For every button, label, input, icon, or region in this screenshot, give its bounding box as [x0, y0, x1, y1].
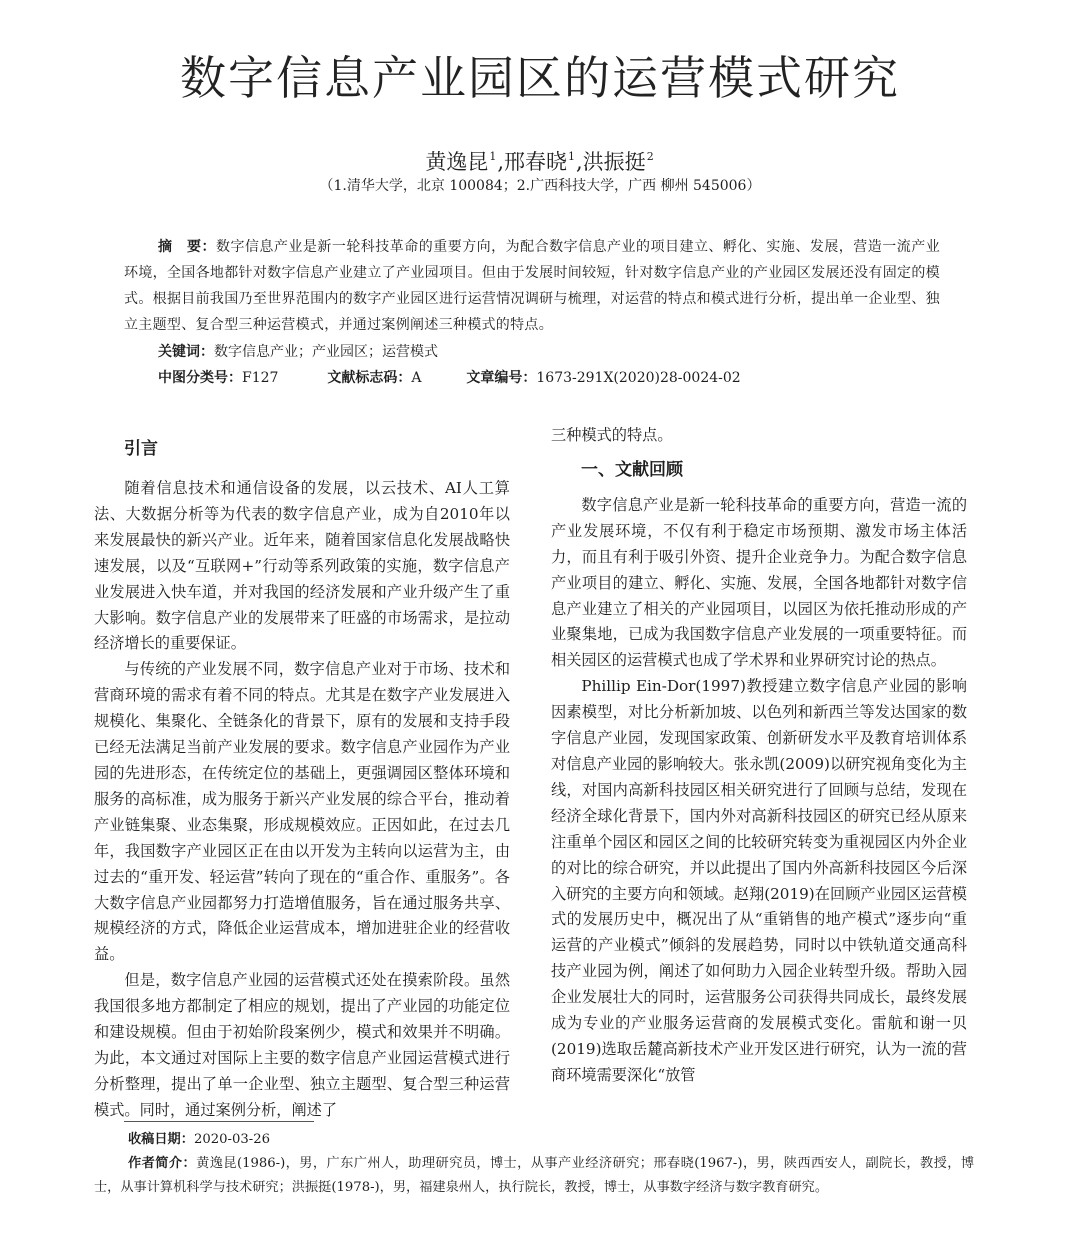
abstract [124, 234, 940, 338]
author-name: 黄逸昆 [425, 150, 489, 174]
paragraph: 与传统的产业发展不同，数字信息产业对于市场、技术和营商环境的需求有着不同的特点。尤其是在数字产业发展进入规模化、集聚化、全链条化的背景下，原有的发展和支持手段已经无法满足当前产业发展的要求。数字信息产业园作为产业园的先进形态，在传统定位的基础上，更强调园区整体环境和服务的高标准，成为服务于新兴产业发展的综合平台，推动着产业链集聚、业态集聚，形成规模效应。正因如此，在过去几年，我国数字产业园区正在由以开发为主转向以运营为主，由过去的“重开发、轻运营”转向了现在的“重合作、重服务”。各大数字信息产业园都努力打造增值服务，旨在通过服务共享、规模经济的方式，降低企业运营成本，增加进驻企业的经营收益。 [94, 660, 510, 964]
section-heading-introduction: 引言 [124, 439, 158, 459]
clc-value: F127 [242, 370, 279, 386]
abstract-label: 摘 要： [158, 239, 216, 255]
affiliation-marker: 1 [489, 150, 497, 163]
doc-code-label: 文献标志码： [327, 370, 412, 386]
author-bio [94, 1152, 974, 1200]
article-number-value: 1673-291X(2020)28-0024-02 [536, 370, 741, 386]
classification-line [158, 367, 741, 389]
paper-title: 数字信息产业园区的运营模式研究 [180, 51, 900, 105]
clc-label: 中图分类号： [158, 370, 242, 386]
article-number-label: 文章编号： [466, 370, 537, 386]
author-list: 黄逸昆$^1$,邢春晓$^1$,洪振挺$^2$ [425, 150, 654, 174]
author-bio-text: 黄逸昆(1986-)，男，广东广州人，助理研究员，博士，从事产业经济研究；邢春晓(1967-)，男，陕西西安人，副院长，教授，博士，从事计算机科学与技术研究；洪振挺(1978-)，男，福建泉州人，执行院长，教授，博士，从事数字经济与数字教育研究。 [94, 1156, 975, 1195]
section-heading-literature-review: 一、文献回顾 [581, 459, 683, 480]
received-label: 收稿日期： [128, 1132, 194, 1147]
affiliations: （1.清华大学，北京 100084；2.广西科技大学，广西 柳州 545006） [319, 178, 761, 194]
keywords-label: 关键词： [158, 344, 214, 360]
paragraph: 数字信息产业是新一轮科技革命的重要方向，营造一流的产业发展环境，不仅有利于稳定市场预期、激发市场主体活力，而且有利于吸引外资、提升企业竞争力。为配合数字信息产业项目的建立、孵化、实施、发展，全国各地都针对数字信息产业建立了相关的产业园项目，以园区为依托推动形成的产业聚集地，已成为我国数字信息产业发展的一项重要特征。而相关园区的运营模式也成了学术界和业界研究讨论的热点。 [551, 495, 967, 670]
footnotes [94, 1128, 974, 1200]
paragraph-continuation: 三种模式的特点。 [551, 426, 673, 444]
right-column [551, 423, 967, 1089]
paragraph: 但是，数字信息产业园的运营模式还处在摸索阶段。虽然我国很多地方都制定了相应的规划，提出了产业园的功能定位和建设规模。但由于初始阶段案例少，模式和效果并不明确。为此，本文通过对国际上主要的数字信息产业园运营模式进行分析整理，提出了单一企业型、独立主题型、复合型三种运营模式。同时，通过案例分析，阐述了 [94, 971, 510, 1119]
footnote-divider [124, 1121, 314, 1122]
author-name: 邢春晓 [504, 150, 567, 174]
author-bio-label: 作者简介： [128, 1156, 197, 1171]
affiliation-marker: 1 [568, 150, 575, 163]
received-value: 2020-03-26 [193, 1132, 270, 1147]
keywords [158, 341, 438, 363]
paragraph: 随着信息技术和通信设备的发展，以云技术、AI人工算法、大数据分析等为代表的数字信息产业，成为自2010年以来发展最快的新兴产业。近年来，随着国家信息化发展战略快速发展，以及“互联网+”行动等系列政策的实施，数字信息产业发展进入快车道，并对我国的经济发展和产业升级产生了重大影响。数字信息产业的发展带来了旺盛的市场需求，是拉动经济增长的重要保证。 [94, 479, 510, 653]
received-date [94, 1128, 974, 1152]
paragraph: Phillip Ein-Dor(1997)教授建立数字信息产业园的影响因素模型，对比分析新加坡、以色列和新西兰等发达国家的数字信息产业园，发现国家政策、创新研发水平及教育培训体系对信息产业园的影响较大。张永凯(2009)以研究视角变化为主线，对国内高新科技园区相关研究进行了回顾与总结，发现在经济全球化背景下，国内外对高新科技园区的研究已经从原来注重单个园区和园区之间的比较研究转变为重视园区内外企业的对比的综合研究，并以此提出了国内外高新科技园区今后深入研究的主要方向和领域。赵翔(2019)在回顾产业园区运营模式的发展历史中，概况出了从“重销售的地产模式”逐步向“重运营的产业模式”倾斜的发展趋势，同时以中铁轨道交通高科技产业园为例，阐述了如何助力入园企业转型升级。帮助入园企业发展壮大的同时，运营服务公司获得共同成长，最终发展成为专业的产业服务运营商的发展模式变化。雷航和谢一贝(2019)选取岳麓高新技术产业开发区进行研究，认为一流的营商环境需要深化“放管 [551, 677, 967, 1084]
left-column [94, 436, 510, 1124]
keywords-text: 数字信息产业；产业园区；运营模式 [214, 344, 438, 360]
doc-code-value: A [411, 370, 422, 386]
author-name: 洪振挺 [582, 150, 646, 174]
abstract-text: 数字信息产业是新一轮科技革命的重要方向，为配合数字信息产业的项目建立、孵化、实施、发展，营造一流产业环境，全国各地都针对数字信息产业建立了产业园项目。但由于发展时间较短，针对数字信息产业的产业园区发展还没有固定的模式。根据目前我国乃至世界范围内的数字产业园区进行运营情况调研与梳理，对运营的特点和模式进行分析，提出单一企业型、独立主题型、复合型三种运营模式，并通过案例阐述三种模式的特点。 [124, 239, 941, 333]
affiliation-marker: 2 [646, 150, 654, 163]
